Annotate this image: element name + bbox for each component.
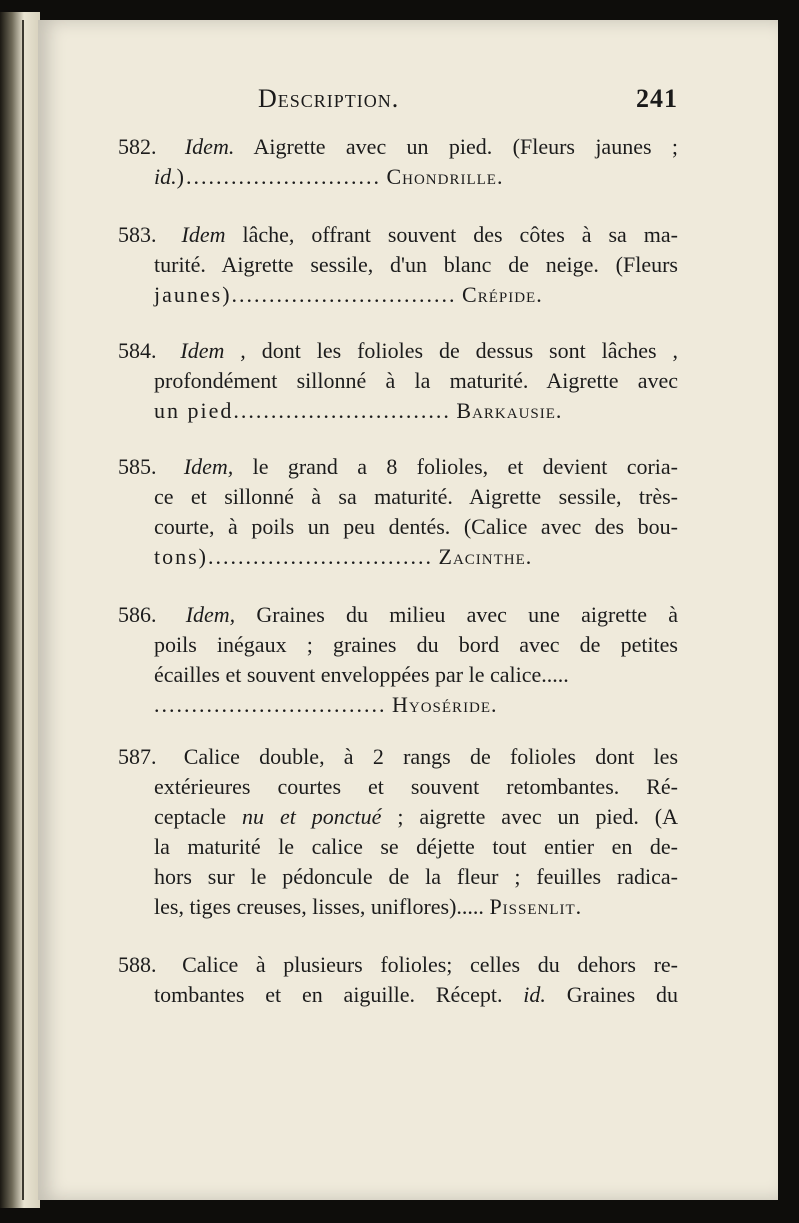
entry-text: lâche, offrant souvent des côtes à sa ma- <box>242 222 679 247</box>
entry-line <box>118 162 678 192</box>
entry-line <box>118 892 678 922</box>
entry-line <box>118 396 678 426</box>
genus-name: Hyoséride. <box>392 692 498 717</box>
entry-text: Calice double, à 2 rangs de folioles dont les <box>183 744 678 769</box>
entry-line: turité. Aigrette sessile, d'un blanc de neige. (Fleurs <box>154 252 678 277</box>
entry-line: hors sur le pédoncule de la fleur ; feuilles radica- <box>154 864 678 889</box>
leader-dots: jaunes).............................. <box>154 282 457 307</box>
entry-588 <box>118 950 678 1010</box>
entry-line <box>118 542 678 572</box>
entry-line: profondément sillonné à la maturité. Aigrette avec <box>154 368 678 393</box>
entry-text: les, tiges creuses, lisses, uniflores)..... <box>154 894 484 919</box>
entry-line <box>118 950 678 980</box>
entry-584 <box>118 336 678 426</box>
book-spine <box>22 20 24 1200</box>
italic-term: Idem, <box>183 454 234 479</box>
entry-line <box>118 336 678 366</box>
book-page <box>38 20 778 1200</box>
entry-text: tombantes et en aiguille. Récept. <box>154 982 503 1007</box>
leader-dots: ............................... <box>154 692 387 717</box>
entry-line: la maturité le calice se déjette tout entier en de- <box>154 834 678 859</box>
genus-name: Pissenlit. <box>489 894 583 919</box>
entry-583 <box>118 220 678 310</box>
entry-587 <box>118 742 678 922</box>
entry-line <box>118 280 678 310</box>
italic-term: Idem <box>181 222 226 247</box>
entry-text: Calice à plusieurs folioles; celles du dehors re- <box>182 952 678 977</box>
entry-text: Graines du <box>566 982 679 1007</box>
leader-dots: un pied............................. <box>154 398 451 423</box>
entry-line: ce et sillonné à sa maturité. Aigrette sessile, très- <box>154 484 678 509</box>
entry-line <box>118 220 678 250</box>
entry-line: poils inégaux ; graines du bord avec de petites <box>154 632 678 657</box>
italic-term: nu et ponctué <box>242 804 382 829</box>
entry-582 <box>118 132 678 192</box>
entry-number: 585. <box>118 454 157 479</box>
italic-term: Idem , <box>180 338 246 363</box>
entry-text: le grand a 8 folioles, et devient coria- <box>252 454 679 479</box>
entry-text: Graines du milieu avec une aigrette à <box>256 602 678 627</box>
italic-term: Idem, <box>185 602 236 627</box>
entry-585 <box>118 452 678 572</box>
entry-line <box>118 980 678 1010</box>
genus-name: Crépide. <box>462 282 543 307</box>
entry-number: 583. <box>118 222 157 247</box>
genus-name: Zacinthe. <box>438 544 533 569</box>
genus-name: Chondrille. <box>386 164 504 189</box>
entry-line <box>118 600 678 630</box>
entry-line <box>118 690 678 720</box>
left-page-edge <box>0 12 40 1208</box>
entry-text: ; aigrette avec un pied. (A <box>397 804 678 829</box>
italic-term: Idem. <box>184 134 235 159</box>
entry-number: 588. <box>118 952 157 977</box>
leader-dots: tons).............................. <box>154 544 433 569</box>
entry-line: écailles et souvent enveloppées par le calice..... <box>154 662 569 687</box>
entry-text: ceptacle <box>154 804 227 829</box>
leader-dots: ).......................... <box>176 164 381 189</box>
page-number: 241 <box>636 84 678 113</box>
entry-line <box>118 132 678 162</box>
entry-line <box>118 452 678 482</box>
entry-text: Aigrette avec un pied. (Fleurs jaunes ; <box>253 134 678 159</box>
italic-term: id. <box>154 164 177 189</box>
entry-number: 586. <box>118 602 157 627</box>
entry-line <box>118 802 678 832</box>
entry-text: dont les folioles de dessus sont lâches , <box>261 338 679 363</box>
page-header <box>258 84 678 124</box>
entry-number: 584. <box>118 338 157 363</box>
italic-term: id. <box>523 982 546 1007</box>
entry-586 <box>118 600 678 720</box>
entry-number: 587. <box>118 744 157 769</box>
running-title: Description. <box>258 84 400 113</box>
genus-name: Barkausie. <box>456 398 563 423</box>
entry-line: extérieures courtes et souvent retombantes. Ré- <box>154 774 678 799</box>
entry-line <box>118 742 678 772</box>
entry-number: 582. <box>118 134 157 159</box>
entry-line: courte, à poils un peu dentés. (Calice avec des bou- <box>154 514 678 539</box>
